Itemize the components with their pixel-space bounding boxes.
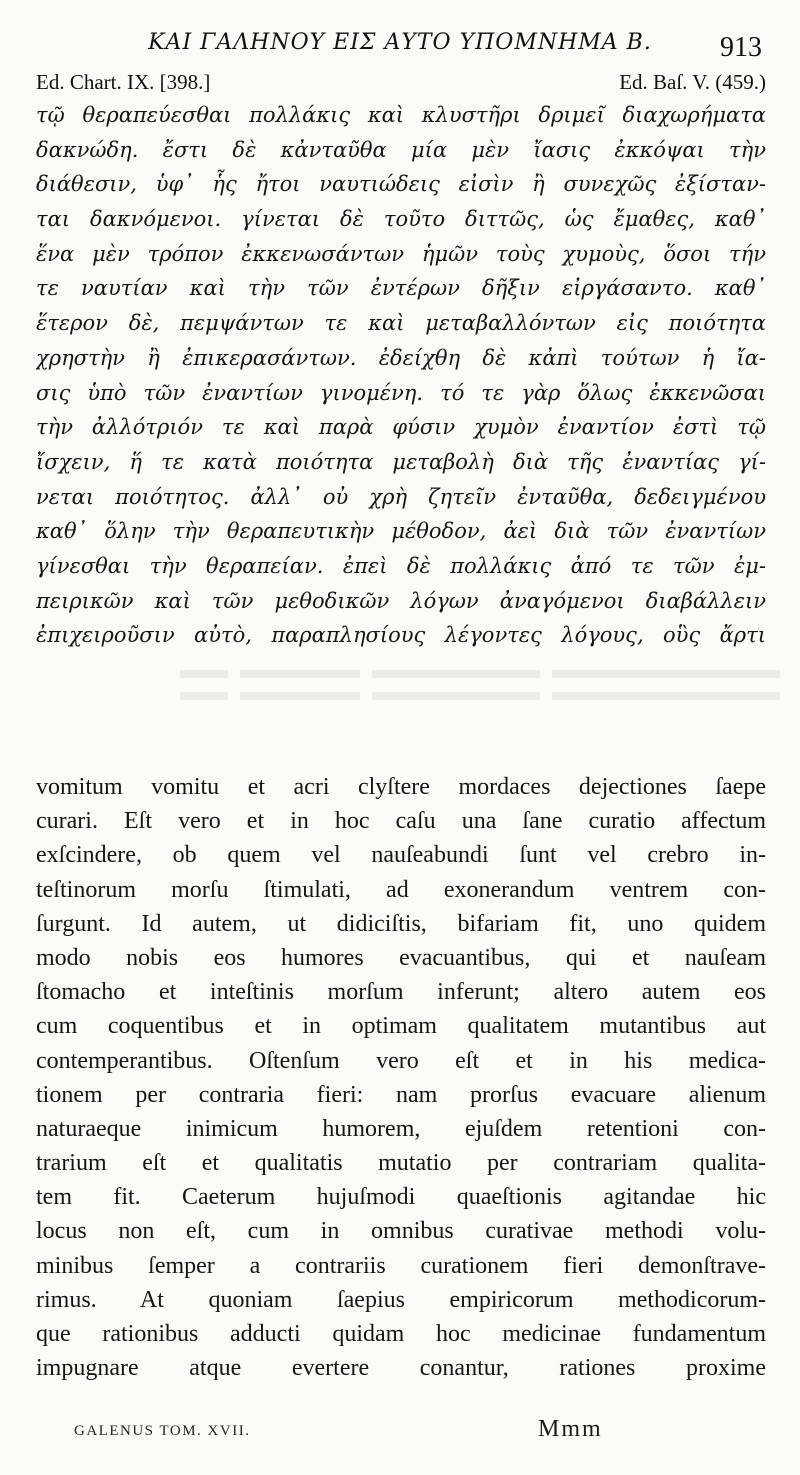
greek-text-line: γίνεσθαι τὴν θεραπείαν. ἐπεὶ δὲ πολλάκις ἀπό τε τῶν ἐμ- [36, 553, 766, 578]
latin-text-line: rimus. At quoniam ſaepius empiricorum methodicorum- [36, 1286, 766, 1313]
latin-text-block [36, 770, 766, 1385]
page-number: 913 [720, 32, 762, 63]
latin-text-line: tionem per contraria fieri: nam prorſus evacuare alienum [36, 1081, 766, 1108]
greek-text-line: ἐπιχειροῦσιν αὐτὸ, παραπλησίους λέγοντες λόγους, οὓς ἄρτι [36, 623, 766, 648]
greek-text-line: χρηστὴν ἢ ἐπικερασάντων. ἐδείχθη δὲ κἀπὶ τούτων ἡ ἴα- [36, 345, 766, 370]
greek-text-line: δακνώδη. ἔστι δὲ κἀνταῦθα μία μὲν ἴασις ἐκκόψαι τὴν [36, 137, 766, 162]
greek-text-line: καθ᾽ ὅλην τὴν θεραπευτικὴν μέθοδον, ἀεὶ διὰ τῶν ἐναντίων [36, 519, 766, 544]
footer-signature: GALENUS TOM. XVII. [74, 1423, 251, 1439]
greek-text-line: τῷ θεραπεύεσθαι πολλάκις καὶ κλυστῆρι δριμεῖ διαχωρήματα [36, 103, 766, 127]
latin-text-line: contemperantibus. Oſtenſum vero eſt et in his medica- [36, 1047, 766, 1074]
show-through-line [180, 692, 780, 700]
greek-text-line: ἕτερον δὲ, πεμψάντων τε καὶ μεταβαλλόντων εἰς ποιότητα [36, 311, 766, 336]
latin-text-line: impugnare atque evertere conantur, rationes proxime [36, 1355, 766, 1382]
latin-text-line: trarium eſt et qualitatis mutatio per contrariam qualita- [36, 1150, 766, 1177]
latin-text-line: tem fit. Caeterum hujuſmodi quaeſtionis agitandae hic [36, 1184, 766, 1211]
edition-reference-basel: Ed. Baſ. V. (459.) [619, 70, 766, 94]
latin-text-line: minibus ſemper a contrariis curationem fieri demonſtrave- [36, 1252, 766, 1279]
latin-text-line: modo nobis eos humores evacuantibus, qui et nauſeam [36, 944, 766, 971]
show-through-line [180, 670, 780, 678]
footer-signature-mark: Mmm [538, 1416, 603, 1442]
latin-text-line: teſtinorum morſu ſtimulati, ad exonerandum ventrem con- [36, 876, 766, 903]
latin-text-line: naturaeque inimicum humorem, ejuſdem retentioni con- [36, 1115, 766, 1142]
latin-text-line: cum coquentibus et in optimam qualitatem mutantibus aut [36, 1013, 766, 1040]
running-title: ΚΑΙ ΓΑΛΗΝΟΥ ΕΙΣ ΑΥΤΟ ΥΠΟΜΝΗΜΑ Β. [148, 30, 652, 55]
latin-text-line: exſcindere, ob quem vel nauſeabundi ſunt vel crebro in- [36, 842, 766, 869]
edition-reference-chartier: Ed. Chart. IX. [398.] [36, 70, 211, 94]
greek-text-line: ται δακνόμενοι. γίνεται δὲ τοῦτο διττῶς, ὡς ἔμαθες, καθ᾽ [36, 207, 766, 232]
greek-text-line: διάθεσιν, ὑφ᾽ ἧς ἤτοι ναυτιώδεις εἰσὶν ἢ συνεχῶς ἐξίσταν- [36, 172, 766, 197]
latin-text-line: vomitum vomitu et acri clyſtere mordaces dejectiones ſaepe [36, 774, 766, 800]
greek-text-line: νεται ποιότητος. ἀλλ᾽ οὐ χρὴ ζητεῖν ἐνταῦθα, δεδειγμένου [36, 484, 766, 509]
latin-text-line: curari. Eſt vero et in hoc caſu una ſane curatio affectum [36, 808, 766, 835]
latin-text-line: ſtomacho et inteſtinis morſum inferunt; altero autem eos [36, 979, 766, 1006]
latin-text-line: ſurgunt. Id autem, ut didiciſtis, bifariam fit, uno quidem [36, 910, 766, 937]
greek-text-line: ἕνα μὲν τρόπον ἐκκενωσάντων ἡμῶν τοὺς χυμοὺς, ὅσοι τήν [36, 241, 766, 266]
greek-text-line: πειρικῶν καὶ τῶν μεθοδικῶν λόγων ἀναγόμενοι διαβάλλειν [36, 588, 766, 613]
greek-text-line: σις ὑπὸ τῶν ἐναντίων γινομένη. τό τε γὰρ ὅλως ἐκκενῶσαι [36, 380, 766, 405]
greek-text-block [36, 98, 766, 653]
latin-text-line: que rationibus adducti quidam hoc medicinae fundamentum [36, 1321, 766, 1347]
greek-text-line: ἴσχειν, ἥ τε κατὰ ποιότητα μεταβολὴ διὰ τῆς ἐναντίας γί- [36, 449, 766, 474]
latin-text-line: locus non eſt, cum in omnibus curativae methodi volu- [36, 1218, 766, 1245]
show-through-from-reverse-page [180, 670, 780, 730]
greek-text-line: τε ναυτίαν καὶ τὴν τῶν ἐντέρων δῆξιν εἰργάσαντο. καθ᾽ [36, 276, 766, 301]
greek-text-line: τὴν ἀλλότριόν τε καὶ παρὰ φύσιν χυμὸν ἐναντίον ἐστὶ τῷ [36, 415, 766, 440]
